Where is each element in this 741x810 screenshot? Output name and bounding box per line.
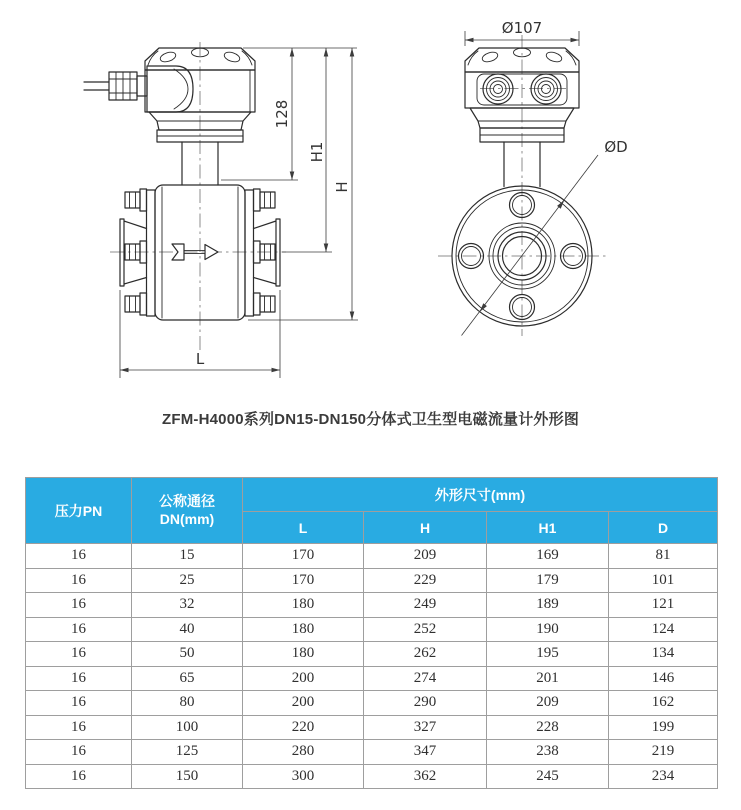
- dimensions-table: [25, 477, 718, 789]
- cell-dn: 50: [132, 642, 243, 667]
- cell-pn: 16: [26, 642, 132, 667]
- cell-pn: 16: [26, 764, 132, 789]
- cell-h: 327: [364, 715, 487, 740]
- table-row: [26, 568, 718, 593]
- cell-pn: 16: [26, 740, 132, 765]
- table-row: [26, 593, 718, 618]
- cell-dn: 40: [132, 617, 243, 642]
- cell-l: 180: [243, 617, 364, 642]
- cell-h1: 179: [487, 568, 609, 593]
- header-sub-l: L: [243, 512, 364, 544]
- cell-h: 249: [364, 593, 487, 618]
- cell-dn: 80: [132, 691, 243, 716]
- cell-d: 121: [609, 593, 718, 618]
- dim-label-h1: H1: [308, 141, 326, 163]
- cell-dn: 100: [132, 715, 243, 740]
- header-sub-h: H: [364, 512, 487, 544]
- cell-h1: 169: [487, 544, 609, 569]
- cell-l: 220: [243, 715, 364, 740]
- cell-h: 229: [364, 568, 487, 593]
- cell-h: 252: [364, 617, 487, 642]
- table-row: [26, 666, 718, 691]
- header-sub-h1: H1: [487, 512, 609, 544]
- cell-d: 134: [609, 642, 718, 667]
- cell-h: 209: [364, 544, 487, 569]
- header-pressure: 压力PN: [26, 478, 132, 544]
- dimension-lines-front: [120, 48, 358, 378]
- cell-l: 170: [243, 544, 364, 569]
- header-dn-line1: 公称通径: [159, 493, 215, 509]
- cell-l: 300: [243, 764, 364, 789]
- cell-l: 200: [243, 666, 364, 691]
- diameter-leader: [462, 138, 628, 336]
- cell-d: 219: [609, 740, 718, 765]
- cell-dn: 15: [132, 544, 243, 569]
- cell-h1: 189: [487, 593, 609, 618]
- cell-d: 101: [609, 568, 718, 593]
- cell-d: 81: [609, 544, 718, 569]
- cable: [84, 82, 109, 90]
- cell-pn: 16: [26, 691, 132, 716]
- cell-h1: 195: [487, 642, 609, 667]
- cell-pn: 16: [26, 666, 132, 691]
- cell-h: 347: [364, 740, 487, 765]
- cell-l: 280: [243, 740, 364, 765]
- header-sub-d: D: [609, 512, 718, 544]
- cell-pn: 16: [26, 715, 132, 740]
- table-row: [26, 544, 718, 569]
- front-view: [84, 42, 358, 378]
- cell-h1: 228: [487, 715, 609, 740]
- dim-label-h: H: [333, 181, 351, 193]
- cell-dn: 32: [132, 593, 243, 618]
- dim-label-128: 128: [273, 99, 291, 129]
- table-row: [26, 617, 718, 642]
- cell-d: 162: [609, 691, 718, 716]
- table-row: [26, 715, 718, 740]
- cell-d: 146: [609, 666, 718, 691]
- cell-h1: 190: [487, 617, 609, 642]
- cell-h1: 245: [487, 764, 609, 789]
- cell-h: 262: [364, 642, 487, 667]
- technical-drawing: [0, 0, 741, 400]
- cable-gland: [109, 72, 147, 100]
- drawing-caption: ZFM-H4000系列DN15-DN150分体式卫生型电磁流量计外形图: [161, 411, 580, 428]
- header-dims-group: 外形尺寸(mm): [243, 478, 718, 512]
- cell-dn: 65: [132, 666, 243, 691]
- cell-pn: 16: [26, 544, 132, 569]
- cell-pn: 16: [26, 568, 132, 593]
- cell-d: 234: [609, 764, 718, 789]
- header-dn: [132, 478, 243, 544]
- cell-h: 274: [364, 666, 487, 691]
- cell-l: 200: [243, 691, 364, 716]
- table-row: [26, 642, 718, 667]
- cell-l: 180: [243, 593, 364, 618]
- dim-label-housing-diameter: Ø107: [501, 19, 543, 37]
- cell-h: 362: [364, 764, 487, 789]
- cell-pn: 16: [26, 593, 132, 618]
- cell-h1: 238: [487, 740, 609, 765]
- cell-dn: 125: [132, 740, 243, 765]
- cell-h: 290: [364, 691, 487, 716]
- cell-l: 180: [243, 642, 364, 667]
- cell-pn: 16: [26, 617, 132, 642]
- cell-dn: 150: [132, 764, 243, 789]
- cell-d: 199: [609, 715, 718, 740]
- cell-d: 124: [609, 617, 718, 642]
- cell-h1: 209: [487, 691, 609, 716]
- table-row: [26, 764, 718, 789]
- header-dn-line2: DN(mm): [159, 510, 215, 527]
- side-view: [438, 19, 628, 336]
- cell-h1: 201: [487, 666, 609, 691]
- table-row: [26, 691, 718, 716]
- dim-label-flange-diameter: ØD: [604, 138, 628, 156]
- cell-dn: 25: [132, 568, 243, 593]
- table-row: [26, 740, 718, 765]
- dim-label-l: L: [195, 350, 205, 368]
- cell-l: 170: [243, 568, 364, 593]
